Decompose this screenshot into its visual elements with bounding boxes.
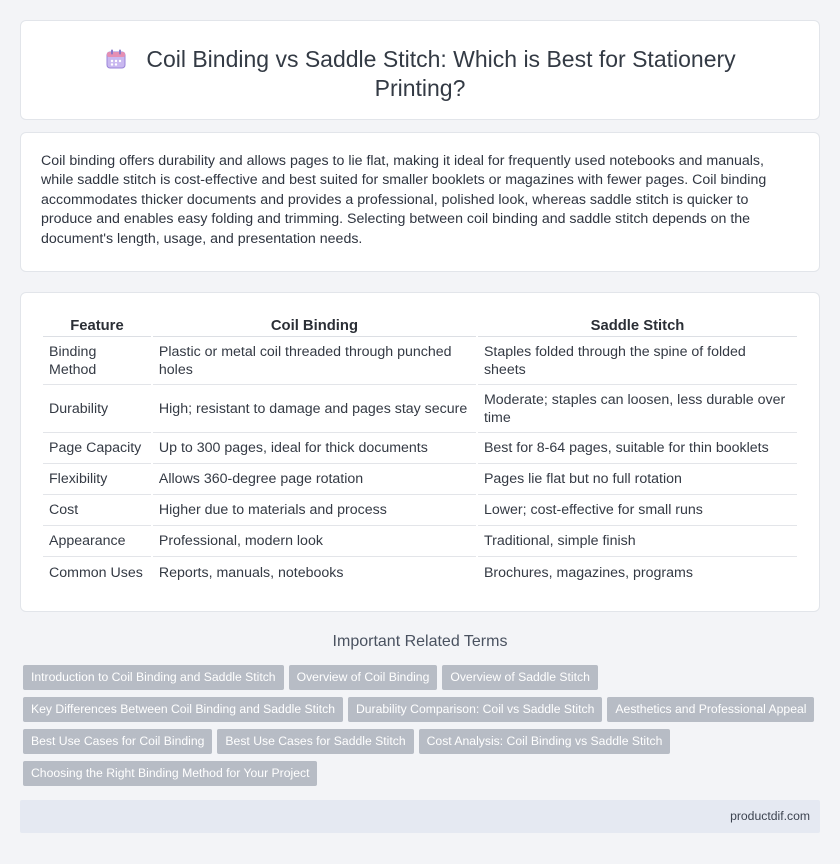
coil-cell: Higher due to materials and process <box>153 495 476 526</box>
coil-cell: Up to 300 pages, ideal for thick documents <box>153 433 476 464</box>
header-feature: Feature <box>43 315 151 337</box>
saddle-cell: Lower; cost-effective for small runs <box>478 495 797 526</box>
saddle-cell: Traditional, simple finish <box>478 526 797 557</box>
table-row <box>43 464 797 495</box>
feature-cell: Appearance <box>43 526 151 557</box>
intro-paragraph: Coil binding offers durability and allows pages to lie flat, making it ideal for frequently used notebooks and manuals, while saddle stitch is cost-effective and best suited for smaller booklets or magazines with fewer pages. Coil binding accommodates thicker documents and provides a professional, polished look, whereas saddle stitch is quicker to produce and enables easy folding and trimming. Selecting between coil binding and saddle stitch depends on the document's length, usage, and presentation needs. <box>41 153 767 247</box>
coil-cell: High; resistant to damage and pages stay secure <box>153 385 476 433</box>
saddle-cell: Pages lie flat but no full rotation <box>478 464 797 495</box>
coil-cell: Reports, manuals, notebooks <box>158 564 344 581</box>
calendar-icon <box>104 47 128 71</box>
feature-cell: Flexibility <box>43 464 151 495</box>
related-term-tag[interactable]: Best Use Cases for Coil Binding <box>23 729 212 754</box>
intro-card <box>20 132 820 272</box>
related-term-tag[interactable]: Best Use Cases for Saddle Stitch <box>217 729 413 754</box>
coil-cell: Allows 360-degree page rotation <box>153 464 476 495</box>
table-header-row <box>43 315 797 337</box>
related-term-tag[interactable]: Cost Analysis: Coil Binding vs Saddle Stitch <box>419 729 671 754</box>
related-term-tag[interactable]: Aesthetics and Professional Appeal <box>607 697 814 722</box>
table-row <box>43 557 797 588</box>
feature-cell: Binding Method <box>43 337 151 385</box>
feature-cell: Durability <box>43 385 151 433</box>
comparison-table <box>41 315 799 588</box>
page-title: Coil Binding vs Saddle Stitch: Which is Best for Stationery Printing? <box>146 46 736 101</box>
related-terms-list <box>23 665 813 793</box>
header-saddle-stitch: Saddle Stitch <box>478 315 797 337</box>
footer-site-link[interactable]: productdif.com <box>730 809 810 823</box>
title-card <box>20 20 820 120</box>
saddle-cell: Moderate; staples can loosen, less durable over time <box>478 385 797 433</box>
saddle-cell: Staples folded through the spine of folded sheets <box>478 337 797 385</box>
coil-cell: Plastic or metal coil threaded through punched holes <box>153 337 476 385</box>
comparison-card <box>20 292 820 612</box>
feature-cell: Common Uses <box>49 564 143 581</box>
saddle-cell: Brochures, magazines, programs <box>483 564 693 581</box>
related-term-tag[interactable]: Key Differences Between Coil Binding and Saddle Stitch <box>23 697 343 722</box>
coil-cell: Professional, modern look <box>153 526 476 557</box>
feature-cell: Cost <box>43 495 151 526</box>
table-row <box>43 385 797 433</box>
header-coil-binding: Coil Binding <box>153 315 476 337</box>
related-term-tag[interactable]: Overview of Coil Binding <box>289 665 438 690</box>
table-row <box>43 433 797 464</box>
related-term-tag[interactable]: Overview of Saddle Stitch <box>442 665 598 690</box>
related-term-tag[interactable]: Introduction to Coil Binding and Saddle Stitch <box>23 665 284 690</box>
table-row <box>43 526 797 557</box>
footer-bar <box>20 800 820 833</box>
related-term-tag[interactable]: Choosing the Right Binding Method for Your Project <box>23 761 317 786</box>
saddle-cell: Best for 8-64 pages, suitable for thin booklets <box>478 433 797 464</box>
related-terms-heading: Important Related Terms <box>332 633 508 650</box>
page-title-row <box>21 45 819 103</box>
related-term-tag[interactable]: Durability Comparison: Coil vs Saddle Stitch <box>348 697 602 722</box>
feature-cell: Page Capacity <box>43 433 151 464</box>
table-row <box>43 495 797 526</box>
table-row <box>43 337 797 385</box>
